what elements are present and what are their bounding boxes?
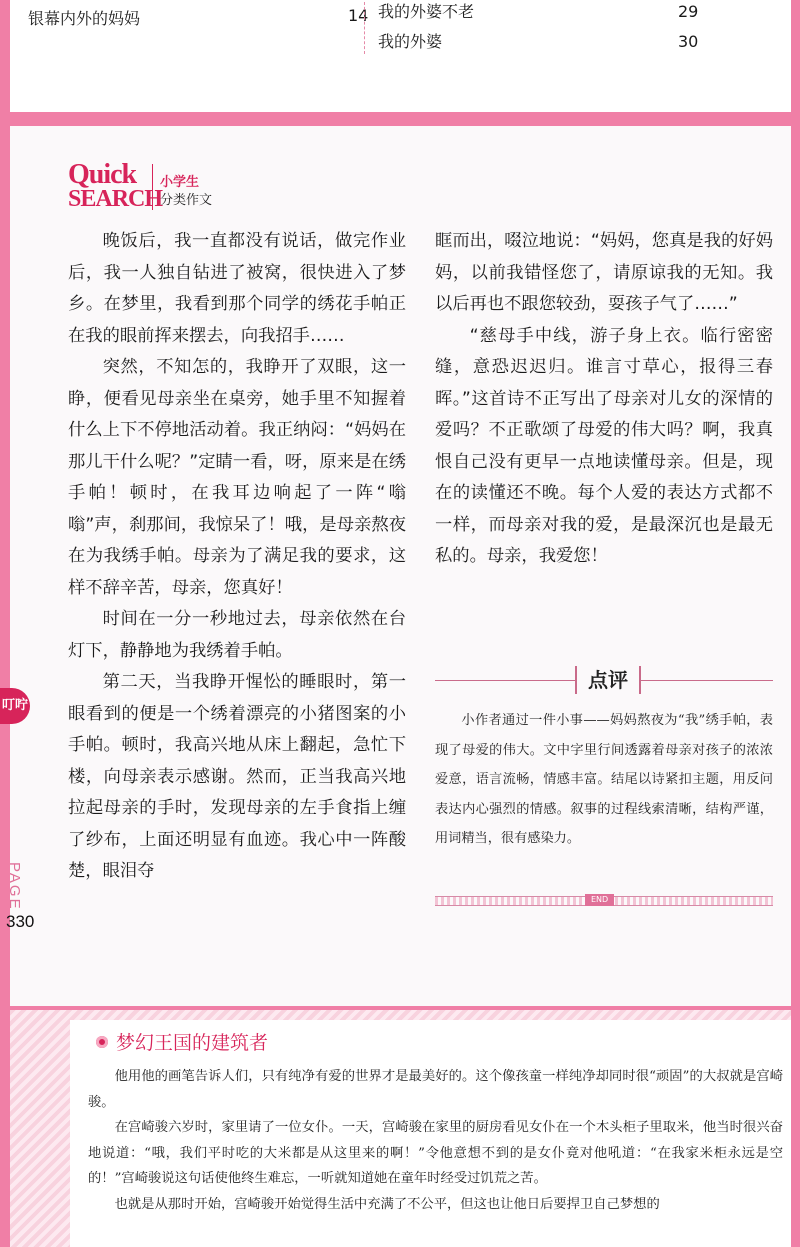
review-body <box>435 706 773 854</box>
sidebar-title-text: 梦幻王国的建筑者 <box>116 1032 269 1054</box>
end-tag: END <box>585 894 614 906</box>
sidebar-paragraph: 他用他的画笔告诉人们，只有纯净有爱的世界才是最美好的。这个像孩童一样纯净却同时很“顽固”的大叔就是宫崎骏。 <box>88 1069 783 1110</box>
toc-item-title: 银幕内外的妈妈 <box>28 9 141 28</box>
toc-divider <box>364 2 365 54</box>
toc-item[interactable] <box>378 2 778 32</box>
sidebar-title <box>96 1028 268 1055</box>
toc-item-page: 14 <box>348 6 369 25</box>
toc-item-title: 我的外婆 <box>378 32 443 51</box>
series-title <box>160 174 212 210</box>
toc-item-title: 我的外婆不老 <box>378 2 475 21</box>
page-card <box>10 126 791 1006</box>
sidebar-text <box>88 1064 783 1217</box>
sidebar-box <box>10 1010 791 1247</box>
logo-line-quick: Quick <box>68 159 137 190</box>
toc-item-page: 29 <box>678 2 699 21</box>
sidebar-panel <box>70 1020 791 1247</box>
page-number: 330 <box>6 912 35 931</box>
toc-item[interactable] <box>378 32 778 62</box>
essay-paragraph: 时间在一分一秒地过去，母亲依然在台灯下，静静地为我绣着手帕。 <box>68 609 406 661</box>
side-badge: 叮咛 <box>0 688 30 724</box>
sidebar-paragraph: 在宫崎骏六岁时，家里请了一位女仆。一天，宫崎骏在家里的厨房看见女仆在一个木头柜子里取米，他当时很兴奋地说道：“哦，我们平时吃的大米都是从这里来的啊！”令他意想不到的是女仆竟对他吼道：“在我家米柜永远是空的！”宫崎骏说这句话使他终生难忘，一听就知道她在童年时经受过饥荒之苦。 <box>88 1120 783 1186</box>
toc-item-page: 30 <box>678 32 699 51</box>
essay-right-column <box>435 226 773 573</box>
toc-left-column <box>28 6 388 26</box>
essay-paragraph: 突然，不知怎的，我睁开了双眼，这一睁，便看见母亲坐在桌旁，她手里不知握着什么上下不停地活动着。我正纳闷：“妈妈在那儿干什么呢？”定睛一看，呀，原来是在绣手帕！顿时，在我耳边响起了一阵“嗡嗡”声，刹那间，我惊呆了！哦，是母亲熬夜在为我绣手帕。母亲为了满足我的要求，这样不辞辛苦，母亲，您真好！ <box>68 357 406 598</box>
toc-right-column <box>378 2 778 62</box>
sidebar-paragraph: 也就是从那时开始，宫崎骏开始觉得生活中充满了不公平，但这也让他日后要捍卫自己梦想的 <box>114 1196 660 1212</box>
essay-paragraph: “慈母手中线，游子身上衣。临行密密缝，意恐迟迟归。谁言寸草心，报得三春晖。”这首诗不正写出了母亲对儿女的深情的爱吗？不正歌颂了母爱的伟大吗？啊，我真恨自己没有更早一点地读懂母亲。但是，现在的读懂还不晚。每个人爱的表达方式都不一样，而母亲对我的爱，是最深沉也是最无私的。母亲，我爱您！ <box>435 325 773 566</box>
bullet-icon <box>96 1036 108 1048</box>
page-label: PAGE <box>6 862 23 911</box>
review-rule-left <box>435 680 575 681</box>
essay-left-column <box>68 226 406 888</box>
review-title: 点评 <box>575 666 641 694</box>
series-title-line1: 小学生 <box>160 175 200 190</box>
essay-paragraph: 眶而出，啜泣地说：“妈妈，您真是我的好妈妈，以前我错怪您了，请原谅我的无知。我以后再也不跟您较劲，耍孩子气了……” <box>435 231 773 314</box>
review-end-bar <box>435 896 773 906</box>
logo-separator <box>152 164 153 210</box>
review-header <box>435 666 773 694</box>
logo-line-search: SEARCH <box>68 186 163 212</box>
quick-search-logo <box>68 159 163 212</box>
essay-paragraph: 晚饭后，我一直都没有说话，做完作业后，我一人独自钻进了被窝，很快进入了梦乡。在梦里，我看到那个同学的绣花手帕正在我的眼前挥来摆去，向我招手…… <box>68 231 406 346</box>
review-text: 小作者通过一件小事——妈妈熬夜为“我”绣手帕，表现了母爱的伟大。文中字里行间透露着母亲对孩子的浓浓爱意，语言流畅，情感丰富。结尾以诗紧扣主题，用反问表达内心强烈的情感。叙事的过程线索清晰，结构严谨，用词精当，很有感染力。 <box>435 713 773 846</box>
essay-paragraph: 第二天，当我睁开惺忪的睡眼时，第一眼看到的便是一个绣着漂亮的小猪图案的小手帕。顿时，我高兴地从床上翻起，急忙下楼，向母亲表示感谢。然而，正当我高兴地拉起母亲的手时，发现母亲的左手食指上缠了纱布，上面还明显有血迹。我心中一阵酸楚，眼泪夺 <box>68 672 406 881</box>
series-title-line2: 分类作文 <box>160 193 213 208</box>
toc-item[interactable] <box>28 6 388 26</box>
toc-card <box>10 0 791 112</box>
review-rule-right <box>641 680 773 681</box>
